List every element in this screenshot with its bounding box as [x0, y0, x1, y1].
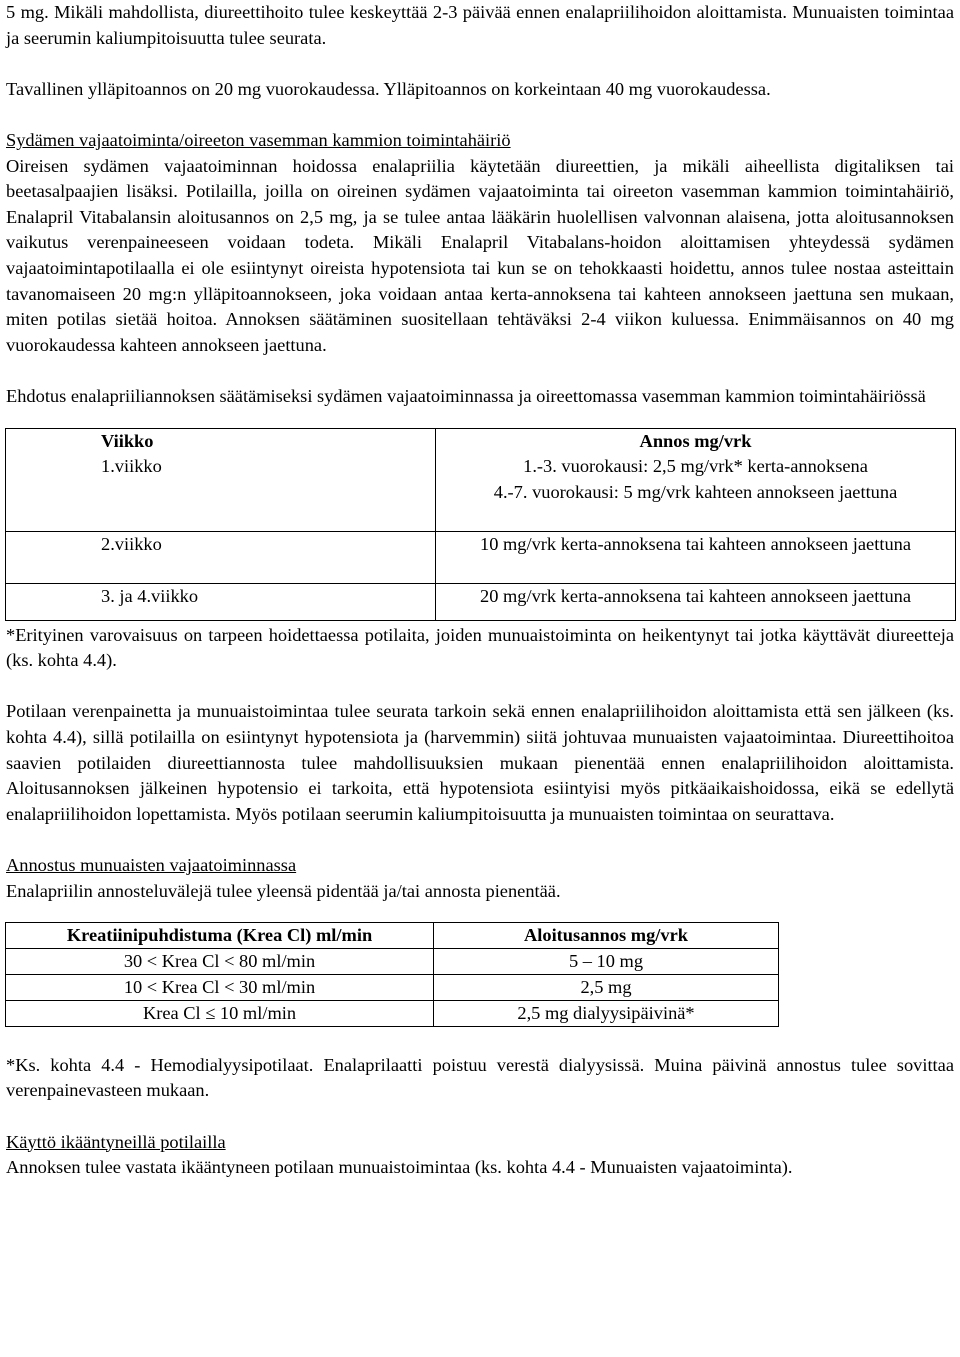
paragraph-maintenance-dose: Tavallinen ylläpitoannos on 20 mg vuorokaudessa. Ylläpitoannos on korkeintaan 40 mg vuorokaudessa. [6, 78, 771, 99]
cell-clearance: Krea Cl ≤ 10 ml/min [6, 1001, 434, 1027]
cell-week-text: 3. ja 4.viikko [101, 586, 199, 607]
table-row [6, 531, 956, 583]
paragraph-elderly: Annoksen tulee vastata ikääntyneen potilaan munuaistoimintaa (ks. kohta 4.4 - Munuaisten vajaatoiminta). [6, 1157, 793, 1178]
header-dose: Annos mg/vrk [436, 428, 956, 454]
section-heading-renal: Annostus munuaisten vajaatoiminnassa [6, 855, 297, 875]
section-heading-elderly: Käyttö ikääntyneillä potilailla [6, 1131, 226, 1152]
table-row [6, 975, 779, 1001]
table-caption-titration: Ehdotus enalapriiliannoksen säätämiseksi sydämen vajaatoiminnassa ja oireettomassa vasemman kammion toimintahäiriössä [6, 385, 926, 406]
table-row [6, 454, 956, 531]
renal-dose-table [5, 922, 779, 1027]
table-row [6, 1001, 779, 1027]
cell-dose [436, 531, 956, 583]
titration-table [5, 428, 956, 621]
cell-week-text: 2.viikko [101, 533, 162, 554]
paragraph-renal: Enalapriilin annosteluvälejä tulee yleensä pidentää ja/tai annosta pienentää. [6, 880, 561, 901]
cell-starting-dose: 2,5 mg dialyysipäivinä* [434, 1001, 779, 1027]
cell-week [6, 531, 436, 583]
cell-dose-line: 4.-7. vuorokausi: 5 mg/vrk kahteen annokseen jaettuna [493, 481, 898, 502]
paragraph-monitoring: Potilaan verenpainetta ja munuaistoimintaa tulee seurata tarkoin sekä ennen enalapriilihoidon aloittamista että sen jälkeen (ks. kohta 4.4), sillä potilailla on esiintynyt hypotensiota ja (harvemmin) siitä johtuvaa munuaisten vajaatoimintaa. Diureettihoitoa saavien potilaiden diureettiannosta tulee mahdollisuuksien mukaan pienentää ennen enalapriilihoidon aloittamista. Aloitusannoksen jälkeinen hypotensio ei tarkoita, että hypotensiota esiintyisi myös pitkäaikaishoidossa, eikä se edellytä enalapriilihoidon lopettamista. Myös potilaan seerumin kaliumpitoisuutta ja munuaisten toimintaa on seurattava. [6, 701, 954, 824]
paragraph-intro-1: 5 mg. Mikäli mahdollista, diureettihoito tulee keskeyttää 2-3 päivää ennen enalapriilihoidon aloittamista. Munuaisten toimintaa ja seerumin kaliumpitoisuutta tulee seurata. [6, 2, 954, 48]
cell-dose-line: 20 mg/vrk kerta-annoksena tai kahteen annokseen jaettuna [480, 586, 911, 607]
section-heading-heart-failure: Sydämen vajaatoiminta/oireeton vasemman kammion toimintahäiriö [6, 129, 511, 150]
footnote-caution: *Erityinen varovaisuus on tarpeen hoidettaessa potilaita, joiden munuaistoiminta on heikentynyt tai jotka käyttävät diureetteja (ks. kohta 4.4). [6, 624, 954, 671]
cell-dose [436, 454, 956, 531]
cell-dose [436, 584, 956, 621]
table-header-row [6, 923, 779, 949]
cell-week [6, 584, 436, 621]
paragraph-heart-failure: Oireisen sydämen vajaatoiminnan hoidossa enalapriilia käytetään diureettien, ja mikäli aiheellista digitaliksen tai beetasalpaajien lisäksi. Potilailla, joilla on oireinen sydämen vajaatoiminta tai oireeton vasemman kammion toimintahäiriö, Enalapril Vitabalansin aloitusannos on 2,5 mg, ja se tulee antaa lääkärin huolellisen valvonnan alaisena, jotta aloitusannoksen vaikutus verenpaineeseen voidaan todeta. Mikäli Enalapril Vitabalans-hoidon aloittamisen yhteydessä sydämen vajaatoimintapotilaalla ei ole esiintynyt oireista hypotensiota tai kun se on tehokkaasti hoidettu, annos tulee nostaa asteittain tavanomaiseen 20 mg:n ylläpitoannokseen, joka voidaan antaa kerta-annoksena tai kahteen annokseen jaettuna sen mukaan, miten potilas sietää hoitoa. Annoksen säätäminen suositellaan tehtäväksi 2-4 viikon kuluessa. Enimmäisannos on 40 mg vuorokaudessa kahteen annokseen jaettuna. [6, 155, 954, 355]
cell-clearance: 10 < Krea Cl < 30 ml/min [6, 975, 434, 1001]
document-page [6, 0, 954, 1181]
table-row [6, 584, 956, 621]
cell-dose-line: 1.-3. vuorokausi: 2,5 mg/vrk* kerta-annoksena [523, 456, 868, 477]
header-starting-dose: Aloitusannos mg/vrk [434, 923, 779, 949]
cell-starting-dose: 5 – 10 mg [434, 949, 779, 975]
cell-dose-line: 10 mg/vrk kerta-annoksena tai kahteen annokseen jaettuna [480, 533, 911, 554]
header-clearance: Kreatiinipuhdistuma (Krea Cl) ml/min [6, 923, 434, 949]
table-row [6, 949, 779, 975]
table-header-row [6, 428, 956, 454]
header-week: Viikko [101, 430, 154, 451]
cell-starting-dose: 2,5 mg [434, 975, 779, 1001]
cell-week: 1.viikko [101, 456, 162, 477]
footnote-hemodialysis: *Ks. kohta 4.4 - Hemodialyysipotilaat. Enalaprilaatti poistuu verestä dialyysissä. Muina päivinä annostus tulee sovittaa verenpainevasteen mukaan. [6, 1054, 954, 1101]
cell-clearance: 30 < Krea Cl < 80 ml/min [6, 949, 434, 975]
